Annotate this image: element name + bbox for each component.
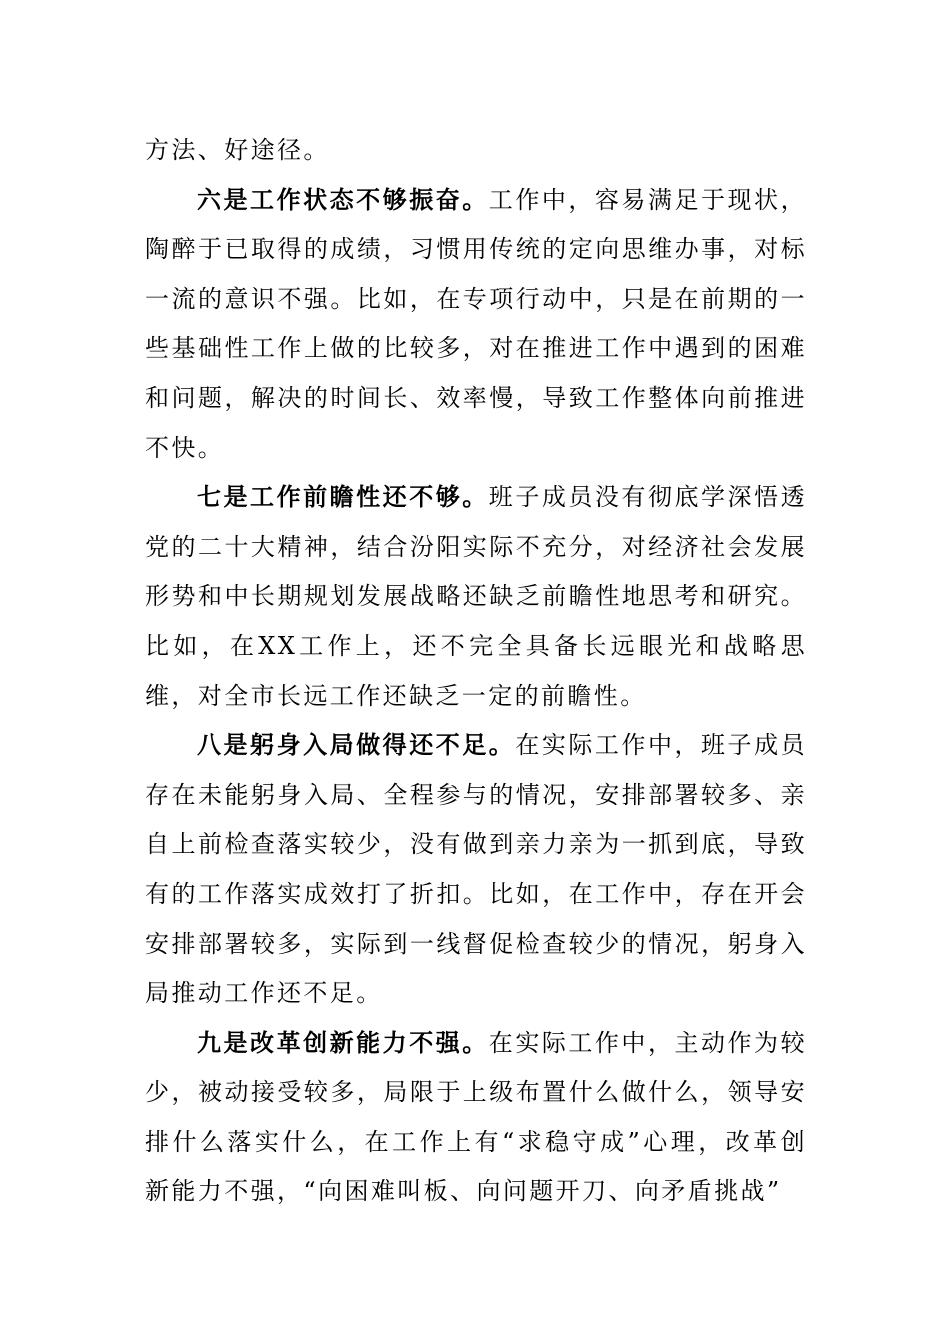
paragraph-lead: 八是躬身入局做得还不足。: [197, 731, 516, 760]
paragraph-item-6: [145, 176, 807, 474]
paragraph-text: 在实际工作中，主动作为较少，被动接受较多，局限于上级布置什么做什么，领导安排什么落实什么，在工作上有“求稳守成”心理，改革创新能力不强，“向困难叫板、向问题开刀、向矛盾挑战”: [145, 1028, 807, 1206]
document-body: [145, 126, 807, 1217]
paragraph-continuation: [145, 126, 807, 176]
paragraph-item-9: [145, 1019, 807, 1217]
paragraph-text: 方法、好途径。: [145, 136, 330, 164]
paragraph-text: 在实际工作中，班子成员存在未能躬身入局、全程参与的情况，安排部署较多、亲自上前检查落实较少，没有做到亲力亲为一抓到底，导致有的工作落实成效打了折扣。比如，在工作中，存在开会安排部署较多，实际到一线督促检查较少的情况，躬身入局推动工作还不足。: [145, 731, 807, 1008]
paragraph-text: 班子成员没有彻底学深悟透党的二十大精神，结合汾阳实际不充分，对经济社会发展形势和中长期规划发展战略还缺乏前瞻性地思考和研究。比如，在XX工作上，还不完全具备长远眼光和战略思维，对全市长远工作还缺乏一定的前瞻性。: [145, 483, 807, 710]
paragraph-lead: 六是工作状态不够振奋。: [197, 185, 489, 214]
paragraph-lead: 七是工作前瞻性还不够。: [197, 483, 489, 512]
paragraph-item-7: [145, 473, 807, 721]
paragraph-lead: 九是改革创新能力不强。: [197, 1028, 489, 1057]
paragraph-text: 工作中，容易满足于现状，陶醉于已取得的成绩，习惯用传统的定向思维办事，对标一流的意识不强。比如，在专项行动中，只是在前期的一些基础性工作上做的比较多，对在推进工作中遇到的困难和问题，解决的时间长、效率慢，导致工作整体向前推进不快。: [145, 185, 807, 462]
paragraph-item-8: [145, 721, 807, 1019]
